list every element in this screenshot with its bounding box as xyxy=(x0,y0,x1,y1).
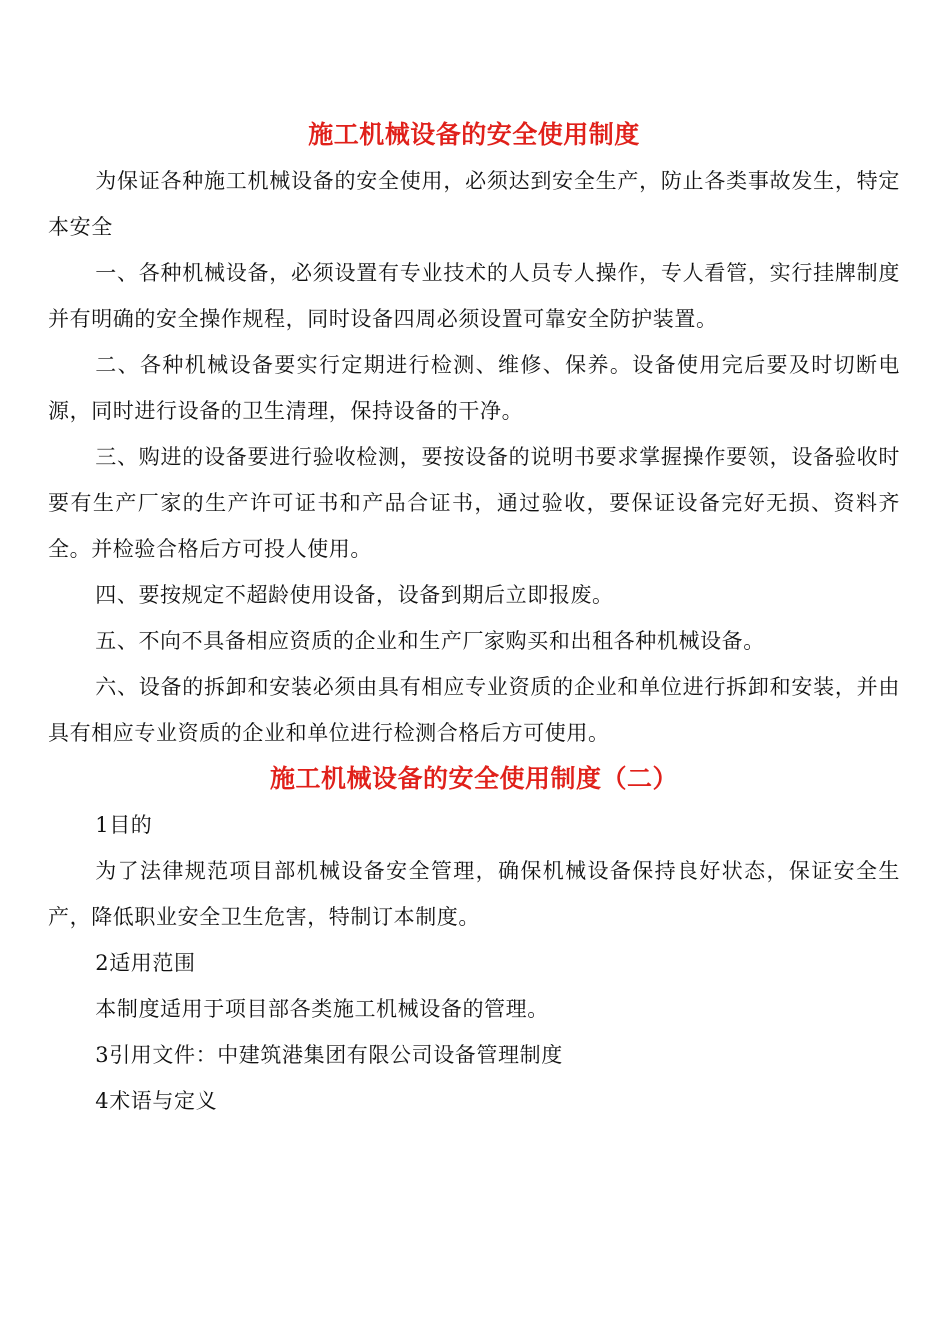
intro-paragraph: 为保证各种施工机械设备的安全使用，必须达到安全生产，防止各类事故发生，特定本安全 xyxy=(48,169,900,239)
rule-item-6: 六、设备的拆卸和安装必须由具有相应专业资质的企业和单位进行拆卸和安装，并由具有相应专业资质的企业和单位进行检测合格后方可使用。 xyxy=(48,675,900,745)
rule-item-3: 三、购进的设备要进行验收检测，要按设备的说明书要求掌握操作要领，设备验收时要有生产厂家的生产许可证书和产品合证书，通过验收，要保证设备完好无损、资料齐全。并检验合格后方可投人使用。 xyxy=(48,445,900,561)
document-title: 施工机械设备的安全使用制度 xyxy=(308,120,640,149)
section-2-heading: 2适用范围 xyxy=(95,951,196,975)
section-1-text: 为了法律规范项目部机械设备安全管理，确保机械设备保持良好状态，保证安全生产，降低职业安全卫生危害，特制订本制度。 xyxy=(48,859,900,929)
rule-item-1: 一、各种机械设备，必须设置有专业技术的人员专人操作，专人看管，实行挂牌制度并有明确的安全操作规程，同时设备四周必须设置可靠安全防护装置。 xyxy=(48,261,900,331)
section-4-heading: 4术语与定义 xyxy=(95,1089,218,1113)
rule-item-5: 五、不向不具备相应资质的企业和生产厂家购买和出租各种机械设备。 xyxy=(95,629,765,653)
section-3-heading: 3引用文件：中建筑港集团有限公司设备管理制度 xyxy=(95,1043,563,1067)
section-1-heading: 1目的 xyxy=(95,813,153,837)
rule-item-2: 二、各种机械设备要实行定期进行检测、维修、保养。设备使用完后要及时切断电源，同时进行设备的卫生清理，保持设备的干净。 xyxy=(48,353,900,423)
rule-item-4: 四、要按规定不超龄使用设备，设备到期后立即报废。 xyxy=(95,583,614,607)
document-page xyxy=(48,112,900,1124)
section-2-text: 本制度适用于项目部各类施工机械设备的管理。 xyxy=(95,997,549,1021)
document-subtitle: 施工机械设备的安全使用制度（二） xyxy=(269,764,678,793)
